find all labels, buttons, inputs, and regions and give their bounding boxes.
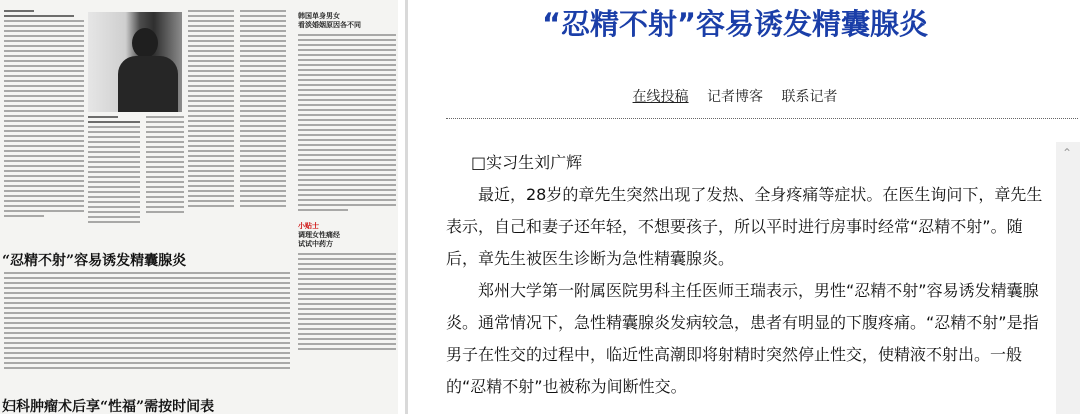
thumb-column-4 bbox=[188, 10, 234, 210]
photo-figure-body bbox=[118, 56, 178, 112]
photo-figure-head bbox=[132, 28, 158, 58]
reporter-blog-link[interactable]: 记者博客 bbox=[707, 89, 763, 105]
author-line: □实习生刘广辉 bbox=[471, 153, 583, 172]
thumb-sidebar-heading-1: 调理女性痛经 bbox=[298, 231, 340, 239]
article-body bbox=[446, 147, 1054, 403]
byline-divider bbox=[446, 118, 1078, 119]
article-title: “忍精不射”容易诱发精囊腺炎 bbox=[541, 7, 929, 41]
thumb-column-5 bbox=[240, 10, 286, 210]
thumb-sidebar-heading-2: 试试中药方 bbox=[298, 240, 333, 248]
article-panel bbox=[408, 0, 1080, 414]
thumb-column-right bbox=[298, 12, 396, 353]
thumb-column-2 bbox=[88, 116, 140, 226]
thumb-column-3 bbox=[146, 116, 184, 216]
scroll-up-icon[interactable]: ⌃ bbox=[1062, 146, 1073, 160]
vertical-scrollbar[interactable] bbox=[1056, 142, 1080, 414]
submit-online-link[interactable]: 在线投稿 bbox=[632, 89, 689, 105]
thumb-column-1 bbox=[4, 10, 84, 220]
thumb-photo bbox=[88, 12, 182, 112]
contact-reporter-link[interactable]: 联系记者 bbox=[781, 89, 838, 105]
byline bbox=[408, 86, 1062, 106]
thumb-right-heading-1: 韩国单身男女 bbox=[298, 12, 340, 20]
newspaper-page-thumbnail[interactable] bbox=[0, 0, 398, 414]
article-paragraph-2: 郑州大学第一附属医院男科主任医师王瑞表示，男性“忍精不射”容易诱发精囊腺炎。通常情况下，急性精囊腺炎发病较急，患者有明显的下腹疼痛。“忍精不射”是指男子在性交的过程中，临近性高潮即将射精时突然停止性交，使精液不射出。一般的“忍精不射”也被称为间断性交。 bbox=[446, 281, 1039, 396]
thumb-right-heading-2: 看淡婚姻原因各不同 bbox=[298, 21, 361, 29]
thumb-bottom-article-title[interactable]: 妇科肿瘤术后享“性福”需按时间表 bbox=[2, 399, 215, 414]
thumb-article-body bbox=[4, 272, 290, 372]
article-paragraph-1: 最近，28岁的章先生突然出现了发热、全身疼痛等症状。在医生询问下，章先生表示，自己和妻子还年轻，不想要孩子，所以平时进行房事时经常“忍精不射”。随后，章先生被医生诊断为急性精囊腺炎。 bbox=[446, 185, 1043, 268]
thumb-sidebar-tag: 小贴士 bbox=[298, 222, 319, 230]
thumb-top-article-title[interactable]: “忍精不射”容易诱发精囊腺炎 bbox=[2, 253, 187, 269]
